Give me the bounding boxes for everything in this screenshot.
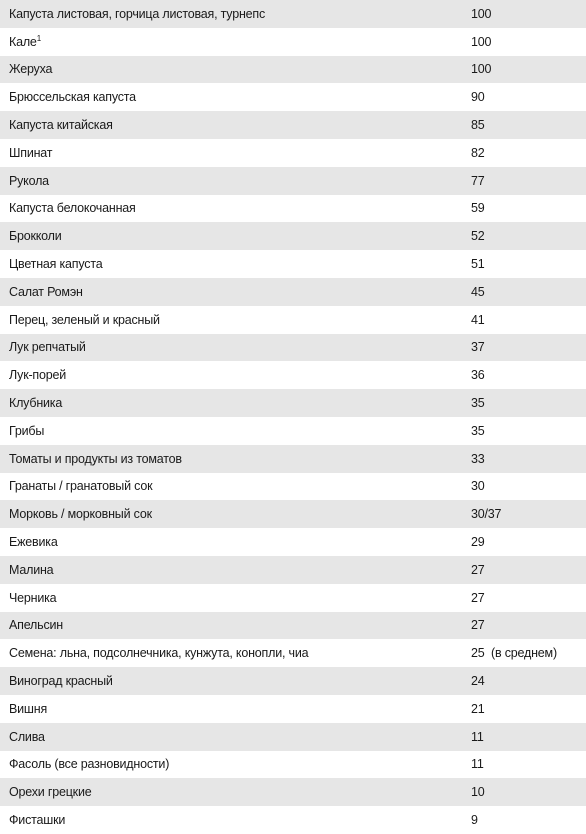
score-value: 21 bbox=[471, 701, 485, 716]
food-name: Капуста белокочанная bbox=[9, 201, 136, 216]
table-row bbox=[0, 612, 586, 640]
table-row bbox=[0, 639, 586, 667]
food-name: Капуста китайская bbox=[9, 118, 113, 133]
score-value: 35 bbox=[471, 423, 485, 438]
table-row bbox=[0, 556, 586, 584]
food-name-cell bbox=[0, 757, 471, 771]
food-name-cell bbox=[0, 563, 471, 577]
table-row bbox=[0, 473, 586, 501]
food-name: Фисташки bbox=[9, 813, 66, 827]
table-row bbox=[0, 528, 586, 556]
food-name-cell bbox=[0, 813, 471, 827]
food-name-cell bbox=[0, 730, 471, 744]
score-value: 100 bbox=[471, 62, 492, 77]
score-value: 37 bbox=[471, 340, 485, 355]
food-name: Шпинат bbox=[9, 145, 53, 160]
score-value: 10 bbox=[471, 785, 485, 800]
food-name: Жеруха bbox=[9, 62, 53, 77]
score-value: 35 bbox=[471, 396, 485, 411]
score-value: 59 bbox=[471, 201, 485, 216]
table-row bbox=[0, 278, 586, 306]
food-name: Кале bbox=[9, 34, 37, 49]
food-name-cell bbox=[0, 479, 471, 493]
score-value: 51 bbox=[471, 257, 485, 272]
score-value: 45 bbox=[471, 284, 485, 299]
score-value: 11 bbox=[471, 729, 484, 744]
food-name: Черника bbox=[9, 590, 57, 605]
table-row bbox=[0, 695, 586, 723]
table-row bbox=[0, 667, 586, 695]
table-row bbox=[0, 111, 586, 139]
food-name: Лук-порей bbox=[9, 368, 67, 383]
food-name: Малина bbox=[9, 562, 54, 577]
food-name-cell bbox=[0, 591, 471, 605]
food-name: Слива bbox=[9, 729, 45, 744]
food-name-cell bbox=[0, 396, 471, 410]
food-name-cell bbox=[0, 229, 471, 243]
food-name-cell bbox=[0, 201, 471, 215]
food-name-cell bbox=[0, 35, 471, 49]
food-name: Лук репчатый bbox=[9, 340, 86, 355]
score-value: 27 bbox=[471, 562, 485, 577]
table-row bbox=[0, 222, 586, 250]
table-row bbox=[0, 445, 586, 473]
food-name: Апельсин bbox=[9, 618, 63, 633]
food-name-cell bbox=[0, 174, 471, 188]
food-name: Фасоль (все разновидности) bbox=[9, 757, 170, 772]
table-row bbox=[0, 361, 586, 389]
food-name-cell bbox=[0, 507, 471, 521]
food-name-cell bbox=[0, 118, 471, 132]
score-value: 33 bbox=[471, 451, 485, 466]
table-row bbox=[0, 417, 586, 445]
food-name-cell bbox=[0, 702, 471, 716]
score-value: 27 bbox=[471, 618, 485, 633]
score-value: 100 bbox=[471, 34, 492, 49]
table-row bbox=[0, 56, 586, 84]
score-value: 85 bbox=[471, 118, 485, 133]
food-name: Вишня bbox=[9, 701, 48, 716]
score-value: 30/37 bbox=[471, 507, 502, 522]
food-name: Гранаты / гранатовый сок bbox=[9, 479, 153, 494]
food-name-cell bbox=[0, 257, 471, 271]
table-row bbox=[0, 167, 586, 195]
food-name: Перец, зеленый и красный bbox=[9, 312, 160, 327]
table-row bbox=[0, 306, 586, 334]
food-name: Морковь / морковный сок bbox=[9, 507, 152, 522]
food-name-cell bbox=[0, 285, 471, 299]
score-value: 52 bbox=[471, 229, 485, 244]
score-value: 27 bbox=[471, 590, 485, 605]
food-name-cell bbox=[0, 646, 471, 660]
score-value: 9 bbox=[471, 813, 478, 827]
food-name-cell bbox=[0, 452, 471, 466]
table-row bbox=[0, 500, 586, 528]
table-row bbox=[0, 250, 586, 278]
food-name-cell bbox=[0, 340, 471, 354]
food-name-cell bbox=[0, 62, 471, 76]
food-name: Грибы bbox=[9, 423, 45, 438]
food-name: Цветная капуста bbox=[9, 257, 103, 272]
score-value: 29 bbox=[471, 535, 485, 550]
score-value: 11 bbox=[471, 757, 484, 772]
score-value: 24 bbox=[471, 674, 485, 689]
food-name-cell bbox=[0, 7, 471, 21]
food-name-cell bbox=[0, 785, 471, 799]
food-name: Капуста листовая, горчица листовая, турнепс bbox=[9, 6, 266, 21]
food-name: Салат Ромэн bbox=[9, 284, 83, 299]
food-name: Виноград красный bbox=[9, 674, 113, 689]
score-value: 77 bbox=[471, 173, 485, 188]
score-value: 41 bbox=[471, 312, 485, 327]
food-name-cell bbox=[0, 535, 471, 549]
food-name: Брюссельская капуста bbox=[9, 90, 136, 105]
table-row bbox=[0, 334, 586, 362]
table-row bbox=[0, 389, 586, 417]
footnote-marker: 1 bbox=[36, 34, 41, 43]
score-value: 30 bbox=[471, 479, 485, 494]
food-name: Орехи грецкие bbox=[9, 785, 92, 800]
score-value: 36 bbox=[471, 368, 485, 383]
table-row bbox=[0, 28, 586, 56]
food-name: Рукола bbox=[9, 173, 49, 188]
table-row bbox=[0, 584, 586, 612]
food-name: Семена: льна, подсолнечника, кунжута, конопли, чиа bbox=[9, 646, 309, 661]
food-name-cell bbox=[0, 313, 471, 327]
score-value: 90 bbox=[471, 90, 485, 105]
food-name: Ежевика bbox=[9, 535, 58, 550]
table-row bbox=[0, 83, 586, 111]
table-row bbox=[0, 751, 586, 779]
table-row bbox=[0, 139, 586, 167]
food-name: Томаты и продукты из томатов bbox=[9, 451, 182, 466]
score-value: 82 bbox=[471, 145, 485, 160]
score-value: 25 (в среднем) bbox=[471, 646, 557, 661]
food-name-cell bbox=[0, 368, 471, 382]
food-name: Клубника bbox=[9, 396, 63, 411]
table-row bbox=[0, 778, 586, 806]
food-name: Брокколи bbox=[9, 229, 62, 244]
table-row bbox=[0, 723, 586, 751]
food-name-cell bbox=[0, 424, 471, 438]
food-name-cell bbox=[0, 90, 471, 104]
table-row bbox=[0, 806, 586, 834]
food-name-cell bbox=[0, 618, 471, 632]
score-value: 100 bbox=[471, 6, 492, 21]
food-name-cell bbox=[0, 674, 471, 688]
table-row bbox=[0, 195, 586, 223]
food-name-cell bbox=[0, 146, 471, 160]
table-row bbox=[0, 0, 586, 28]
